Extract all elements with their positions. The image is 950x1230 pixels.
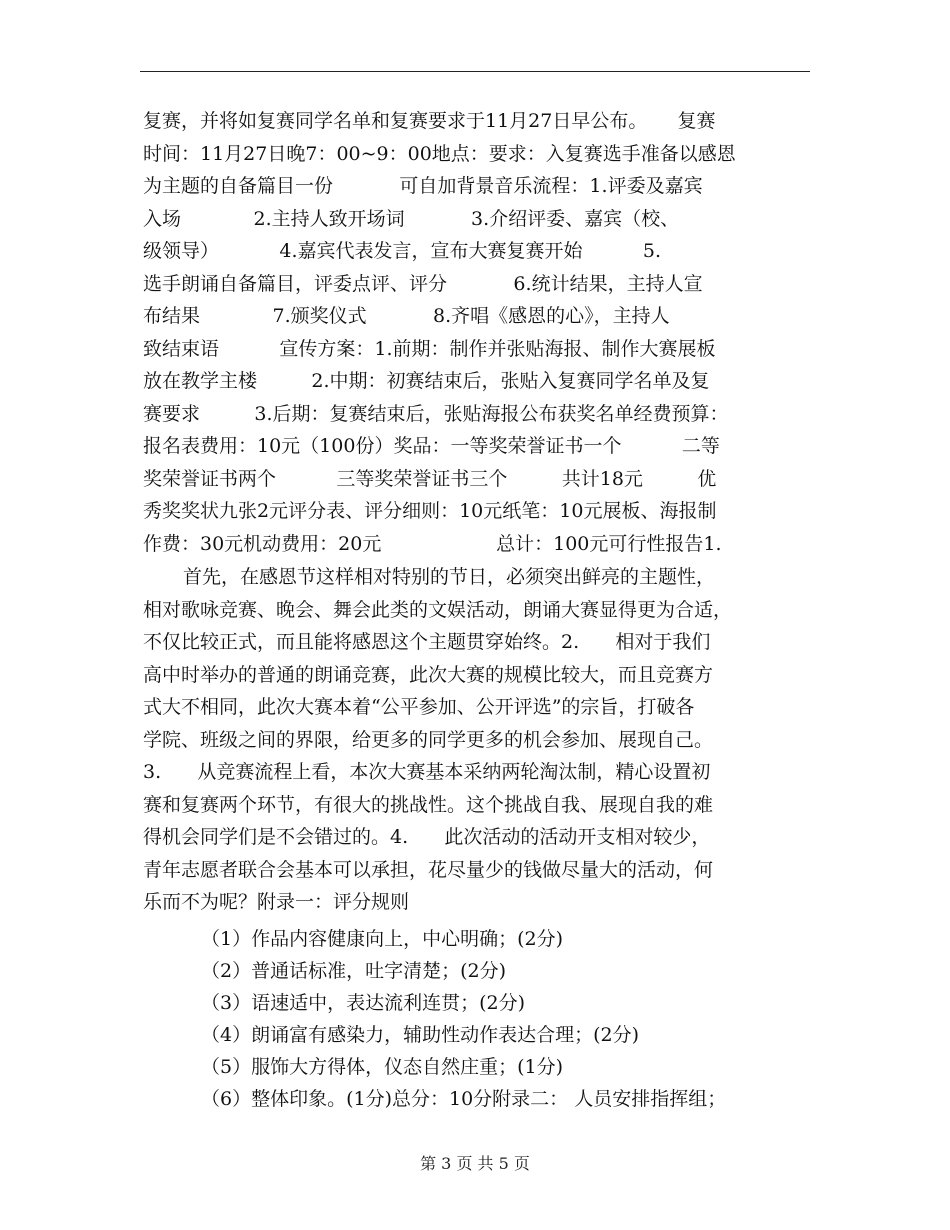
header-rule	[140, 71, 810, 72]
text-line: 3. 从竞赛流程上看，本次大赛基本采纳两轮淘汰制，精心设置初	[143, 761, 711, 783]
paragraph-feasibility	[143, 561, 811, 919]
document-body	[143, 105, 811, 1115]
text-line: 得机会同学们是不会错过的。4. 此次活动的活动开支相对较少，	[143, 826, 711, 848]
text-line: 高中时举办的普通的朗诵竞赛，此次大赛的规模比较大，而且竞赛方	[143, 663, 714, 686]
text-line: 首先，在感恩节这样相对特别的节日，必须突出鲜亮的主题性，	[183, 566, 716, 588]
text-line: 复赛，并将如复赛同学名单和复赛要求于11月27日早公布。 复赛	[143, 110, 716, 132]
page-number-footer: 第 3 页 共 5 页	[420, 1154, 530, 1173]
list-item: （4）朗诵富有感染力，辅助性动作表达合理；(2分)	[201, 1023, 640, 1046]
list-item: （6）整体印象。(1分)总分：10分附录二： 人员安排指挥组；	[201, 1087, 727, 1110]
text-line: 作费：30元机动费用：20元 总计：100元可行性报告1.	[143, 532, 722, 555]
list-item: （2）普通话标准，吐字清楚；(2分)	[201, 959, 507, 982]
list-item: （3）语速适中，表达流利连贯；(2分)	[201, 991, 526, 1014]
text-line: 青年志愿者联合会基本可以承担，花尽量少的钱做尽量大的活动，何	[143, 858, 714, 881]
text-line: 放在教学主楼 2.中期：初赛结束后，张贴入复赛同学名单及复	[143, 370, 710, 392]
text-line: 秀奖奖状九张2元评分表、评分细则：10元纸笔：10元展板、海报制	[143, 500, 717, 522]
text-line: 时间：11月27日晚7：00~9：00地点：要求：入复赛选手准备以感恩	[143, 142, 736, 165]
paragraph-schedule	[143, 105, 811, 560]
list-item: （1）作品内容健康向上，中心明确；(2分)	[201, 927, 564, 950]
text-line: 相对歌咏竞赛、晚会、舞会此类的文娱活动，朗诵大赛显得更为合适，	[143, 598, 733, 621]
text-line: 奖荣誉证书两个 三等奖荣誉证书三个 共计18元 优	[143, 467, 717, 490]
scoring-rules-list	[143, 923, 811, 1115]
text-line: 学院、班级之间的界限，给更多的同学更多的机会参加、展现自己。	[143, 728, 714, 751]
text-line: 不仅比较正式，而且能将感恩这个主题贯穿始终。2. 相对于我们	[143, 631, 711, 653]
text-line: 布结果 7.颁奖仪式 8.齐唱《感恩的心》，主持人	[143, 305, 670, 327]
text-line: 赛要求 3.后期：复赛结束后，张贴海报公布获奖名单经费预算：	[143, 402, 729, 425]
text-line: 式大不相同，此次大赛本着“公平参加、公开评选”的宗旨，打破各	[143, 696, 695, 718]
text-line: 选手朗诵自备篇目，评委点评、评分 6.统计结果，主持人宣	[143, 272, 703, 295]
list-item: （5）服饰大方得体，仪态自然庄重；(1分)	[201, 1055, 564, 1078]
text-line: 报名表费用：10元（100份）奖品：一等奖荣誉证书一个 二等	[143, 435, 720, 457]
text-line: 致结束语 宣传方案：1.前期：制作并张贴海报、制作大赛展板	[143, 337, 716, 360]
text-line: 赛和复赛两个环节，有很大的挑战性。这个挑战自我、展现自我的难	[143, 793, 714, 816]
text-line: 级领导） 4.嘉宾代表发言，宣布大赛复赛开始 5.	[143, 240, 662, 262]
text-line: 为主题的自备篇目一份 可自加背景音乐流程：1.评委及嘉宾	[143, 175, 703, 197]
text-line: 乐而不为呢？附录一：评分规则	[143, 891, 410, 913]
text-line: 入场 2.主持人致开场词 3.介绍评委、嘉宾（校、	[143, 207, 680, 230]
